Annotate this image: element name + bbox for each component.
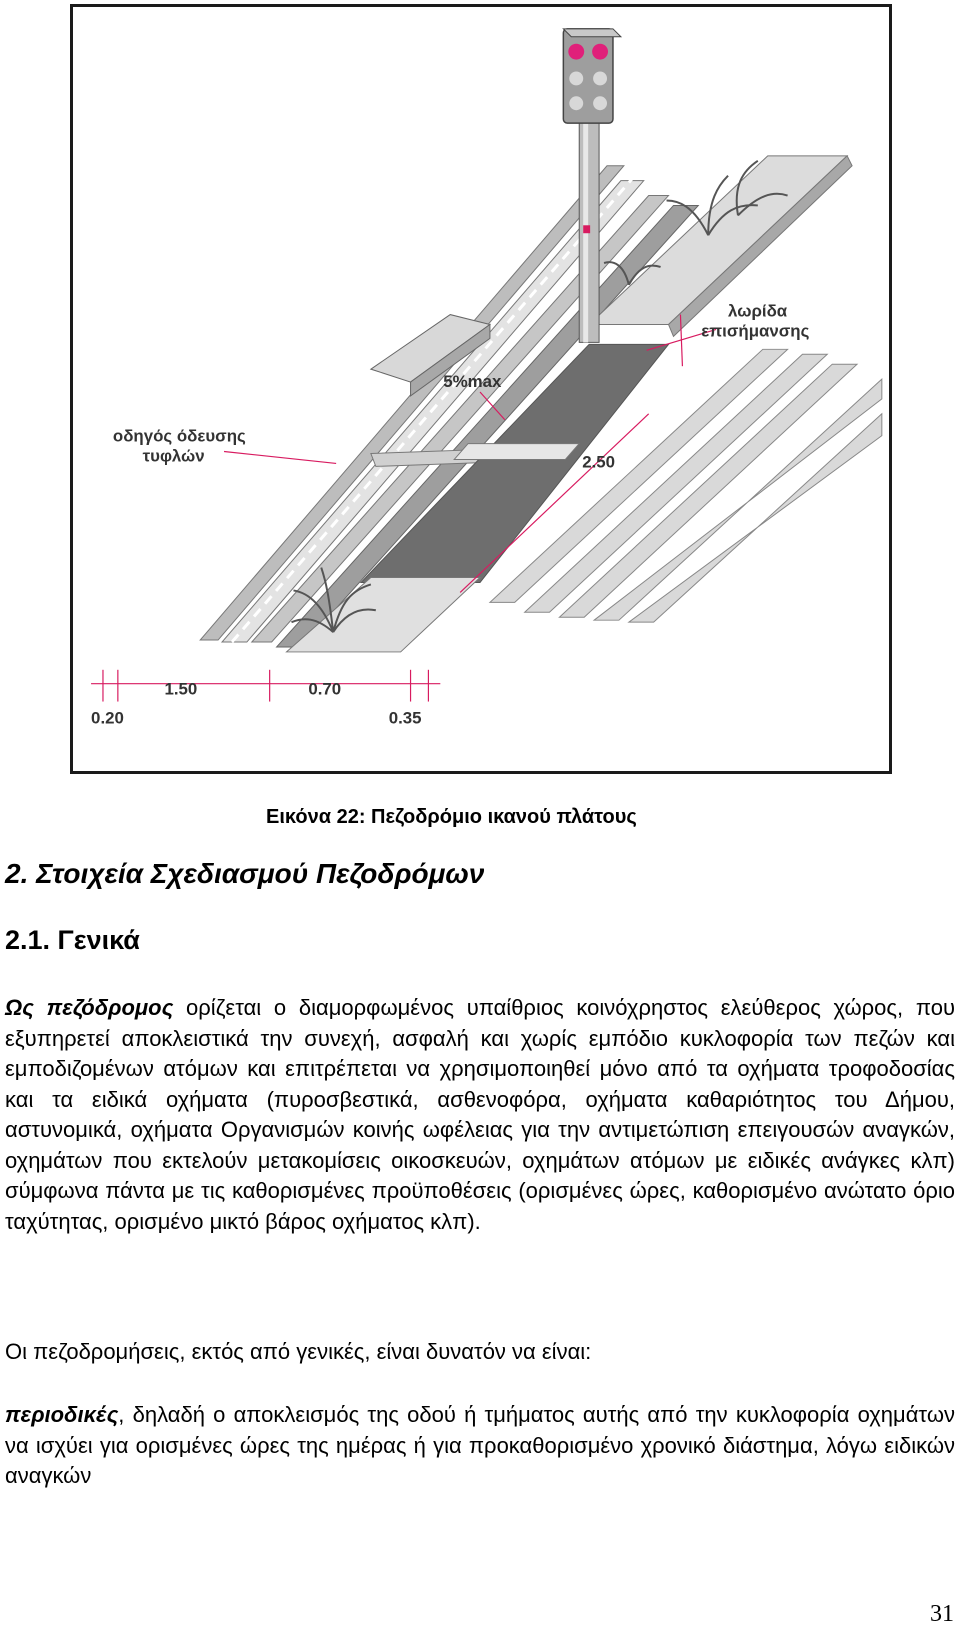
guide-label-line1: οδηγός όδευσης	[112, 426, 246, 446]
figure-caption: Εικόνα 22: Πεζοδρόμιο ικανού πλάτους	[266, 806, 637, 828]
dim-label: 0.70	[308, 679, 342, 699]
ramp-divider	[454, 444, 579, 460]
red-light-icon	[568, 44, 584, 60]
dim-label: 1.50	[164, 679, 198, 699]
pedestrian-street-diagram	[73, 7, 889, 771]
light-icon	[569, 71, 583, 85]
dim-label: 0.35	[388, 708, 422, 728]
subsection-title: 2.1. Γενικά	[5, 925, 140, 955]
strip-label-line2: επισήμανσης	[701, 321, 810, 341]
dimension-line	[91, 670, 440, 702]
dim-label: 0.20	[91, 708, 124, 728]
page-number: 31	[930, 1601, 954, 1627]
traffic-light-cap	[563, 29, 621, 37]
paragraph-text: , δηλαδή ο αποκλεισμός της οδού ή τμήματος αυτής από την κυκλοφορία οχημάτων να ισχύει για ορισμένες ώρες της ημέρας ή για προκαθορισμένο χρονικό διάστημα, λόγω ειδικών αναγκών	[5, 1402, 955, 1488]
term-periodic: περιοδικές	[5, 1402, 119, 1427]
figure-illustration	[70, 4, 892, 774]
paragraph-types-intro: Οι πεζοδρομήσεις, εκτός από γενικές, είναι δυνατόν να είναι:	[5, 1339, 592, 1364]
light-icon	[593, 71, 607, 85]
push-button-icon	[583, 225, 590, 233]
section-title: 2. Στοιχεία Σχεδιασμού Πεζοδρόμων	[5, 858, 485, 889]
paragraph-definition	[5, 993, 955, 1237]
light-icon	[569, 96, 583, 110]
paragraph-periodic	[5, 1400, 955, 1492]
guide-label-line2: τυφλών	[142, 446, 205, 466]
width-label: 2.50	[582, 452, 616, 472]
strip-label-line1: λωρίδα	[728, 301, 788, 321]
term-pedestrian-street: Ως πεζόδρομος	[5, 995, 174, 1020]
slope-label: 5%max	[443, 372, 502, 392]
light-icon	[593, 96, 607, 110]
paragraph-text: ορίζεται ο διαμορφωμένος υπαίθριος κοινόχρηστος ελεύθερος χώρος, που εξυπηρετεί αποκλειστικά την συνεχή, ασφαλή και χωρίς εμπόδιο κυκλοφορία των πεζών και εμποδιζομένων ατόμων και επιτρέπεται να χρησιμοποιηθεί μόνο από τα οχήματα τροφοδοσίας και τα ειδικά οχήματα (πυροσβεστικά, ασθενοφόρα, οχήματα καθαριότητος του Δήμου, αστυνομικά, οχήματα Οργανισμών κοινής ωφέλειας για την αντιμετώπιση επειγουσών αναγκών, οχημάτων που εκτελούν μετακομίσεις οικοσκευών, οχημάτων ατόμων με ειδικές ανάγκες κλπ) σύμφωνα πάντα με τις καθορισμένες προϋποθέσεις (ορισμένες ώρες, καθορισμένο ανώτατο όριο ταχύτητας, ορισμένο μικτό βάρος οχήματος κλπ).	[5, 995, 956, 1234]
red-light-icon	[592, 44, 608, 60]
